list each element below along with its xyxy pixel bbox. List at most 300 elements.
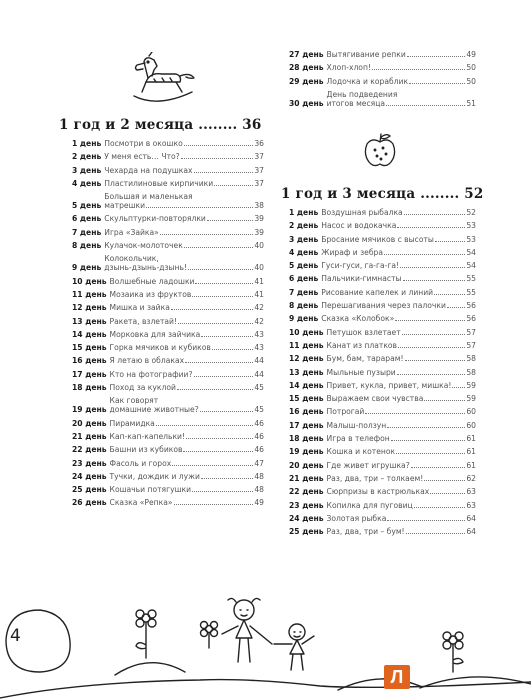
toc-entry — [72, 166, 264, 175]
toc-day-label: 29 день — [289, 76, 324, 86]
toc-page-number: 60 — [466, 420, 476, 430]
toc-day-label: 19 день — [72, 405, 107, 415]
toc-dot-leader — [171, 309, 253, 310]
toc-day-label: 3 день — [72, 165, 102, 175]
toc-title-block — [110, 432, 264, 441]
apple-icon — [363, 132, 397, 170]
toc-title-line — [110, 445, 264, 454]
toc-title: Петушок взлетает — [326, 327, 401, 337]
toc-entry — [72, 485, 264, 494]
toc-page-number: 63 — [466, 500, 476, 510]
toc-entry — [72, 228, 264, 237]
toc-dot-leader — [406, 533, 466, 534]
toc-page-number: 59 — [466, 394, 476, 404]
toc-dot-leader — [411, 467, 466, 468]
toc-entry — [289, 288, 476, 297]
toc-title-line — [321, 288, 476, 297]
toc-title-block — [327, 381, 476, 390]
toc-title-line — [327, 354, 476, 363]
toc-title: Перешагивания через палочки — [321, 301, 446, 311]
toc-page-number: 43 — [254, 343, 264, 353]
toc-title: Вытягивание репки — [326, 50, 406, 59]
toc-page-number: 46 — [254, 445, 264, 455]
toc-title-first-line: Большая и маленькая — [104, 192, 193, 202]
toc-entry — [72, 498, 264, 507]
toc-title-block — [104, 192, 264, 210]
toc-page-number: 45 — [254, 383, 264, 393]
toc-day-label: 2 день — [72, 152, 102, 162]
toc-title: Где живет игрушка? — [326, 460, 410, 470]
toc-page-number: 55 — [466, 287, 476, 297]
toc-dot-leader — [402, 334, 466, 335]
toc-page-number: 59 — [466, 380, 476, 390]
toc-day-label: 4 день — [72, 178, 102, 188]
toc-title-block — [110, 290, 264, 299]
toc-page-number: 52 — [466, 208, 476, 217]
toc-dot-leader — [192, 296, 253, 297]
toc-page-number: 54 — [466, 247, 476, 257]
toc-dot-leader — [207, 220, 253, 221]
toc-dot-leader — [387, 427, 465, 428]
toc-dot-leader — [405, 360, 466, 361]
toc-title-line — [110, 303, 264, 312]
toc-title: Пирамидка — [109, 418, 155, 428]
toc-page-number: 58 — [466, 354, 476, 364]
toc-entry — [289, 63, 476, 72]
toc-title-first-line: День подведения — [326, 89, 398, 99]
toc-day-label: 9 день — [72, 263, 102, 273]
toc-title: домашние животные? — [109, 405, 199, 415]
toc-dot-leader — [365, 413, 465, 414]
toc-title-line — [110, 383, 264, 392]
toc-entry — [289, 447, 476, 456]
toc-entry — [289, 314, 476, 323]
toc-title: Раз, два, три – толкаем! — [326, 473, 424, 483]
toc-title: Мозаика из фруктов — [109, 289, 192, 299]
toc-day-label: 17 день — [289, 420, 324, 430]
toc-entry — [289, 407, 476, 416]
toc-title-block — [327, 447, 476, 456]
toc-title-first-line: Колокольчик, — [104, 254, 159, 264]
toc-day-label: 3 день — [289, 234, 319, 244]
toc-entry — [289, 514, 476, 523]
toc-title-block — [327, 474, 476, 483]
page-number: 4 — [10, 626, 21, 646]
toc-title-block — [327, 501, 476, 510]
toc-title-line — [110, 290, 264, 299]
toc-page-number: 48 — [254, 485, 264, 495]
toc-day-label: 14 день — [289, 380, 324, 390]
toc-dot-leader — [395, 320, 465, 321]
toc-entry — [289, 501, 476, 510]
toc-title-block — [104, 179, 264, 188]
toc-entry — [72, 303, 264, 312]
toc-entry — [72, 241, 264, 250]
toc-title: Игра в телефон — [326, 434, 390, 444]
toc-dot-leader — [430, 493, 465, 494]
toc-title-block — [104, 214, 264, 223]
toc-title-line — [321, 261, 476, 270]
toc-entry — [289, 235, 476, 244]
toc-title-line — [110, 485, 264, 494]
toc-page-number: 49 — [254, 498, 264, 508]
toc-dot-leader — [400, 267, 465, 268]
toc-title-block — [110, 303, 264, 312]
toc-title: Чехарда на подушках — [104, 165, 193, 175]
toc-day-label: 12 день — [72, 303, 107, 313]
toc-title-block — [327, 50, 476, 59]
toc-title: Горка мячиков и кубиков — [109, 343, 211, 353]
toc-title: У меня есть… Что? — [104, 152, 180, 162]
toc-title-block — [327, 63, 476, 72]
toc-title-line — [110, 277, 264, 286]
toc-title-line — [104, 152, 264, 161]
toc-title-line — [321, 274, 476, 283]
section-heading-1y3m: 1 год и 3 месяца ........ 52 — [281, 186, 484, 202]
toc-title-block — [110, 472, 264, 481]
toc-entry — [289, 394, 476, 403]
toc-title-block — [327, 421, 476, 430]
toc-entry — [289, 474, 476, 483]
toc-title-line — [321, 301, 476, 310]
toc-day-label: 28 день — [289, 63, 324, 73]
toc-title: Сказка «Репка» — [109, 498, 173, 508]
toc-title-block — [327, 407, 476, 416]
toc-title-line — [327, 487, 476, 496]
toc-title: Поход за куклой — [109, 383, 176, 393]
toc-title: Морковка для зайчика — [109, 329, 201, 339]
toc-dot-leader — [183, 451, 253, 452]
toc-entry — [72, 432, 264, 441]
toc-title-line — [327, 368, 476, 377]
toc-entry — [289, 328, 476, 337]
toc-day-label: 10 день — [72, 276, 107, 286]
toc-page-number: 55 — [466, 274, 476, 284]
toc-day-label: 26 день — [72, 498, 107, 508]
toc-title-block — [321, 301, 476, 310]
toc-dot-leader — [391, 440, 466, 441]
toc-title: Жираф и зебра — [321, 247, 383, 257]
toc-title-first-line: Как говорят — [109, 396, 159, 406]
toc-title-line — [321, 314, 476, 323]
toc-page-number: 53 — [466, 234, 476, 244]
toc-page-number: 44 — [254, 369, 264, 379]
toc-title-line — [110, 405, 264, 414]
toc-day-label: 22 день — [289, 487, 324, 497]
toc-title-line — [327, 407, 476, 416]
toc-title-block — [321, 314, 476, 323]
section-heading-1y2m: 1 год и 2 месяца ........ 36 — [59, 117, 262, 133]
toc-day-label: 12 день — [289, 354, 324, 364]
toc-title-block — [104, 139, 264, 148]
toc-day-label: 15 день — [72, 343, 107, 353]
family-scene-illustration — [0, 590, 531, 700]
toc-title-block — [327, 368, 476, 377]
toc-title: Тучки, дождик и лужи — [109, 471, 200, 481]
toc-day-label: 2 день — [289, 221, 319, 231]
toc-day-label: 20 день — [72, 418, 107, 428]
toc-title-block — [110, 396, 264, 414]
toc-day-label: 25 день — [289, 527, 324, 537]
toc-page-number: 38 — [254, 201, 264, 211]
toc-page-number: 63 — [466, 487, 476, 497]
toc-page-number: 56 — [466, 301, 476, 311]
toc-title-block — [104, 166, 264, 175]
toc-list-1y3m — [289, 208, 476, 536]
toc-page-number: 64 — [466, 513, 476, 523]
toc-dot-leader — [407, 56, 466, 57]
toc-title: Гуси-гуси, га-га-га! — [321, 261, 400, 271]
toc-title: Фасоль и горох — [109, 458, 172, 468]
toc-list-1y2m — [72, 139, 264, 507]
toc-title-block — [321, 208, 476, 217]
toc-title: Лодочка и кораблик — [326, 76, 409, 86]
toc-title-block — [110, 485, 264, 494]
toc-title: матрешки — [104, 201, 146, 211]
toc-page-number: 39 — [254, 227, 264, 237]
toc-page-number: 48 — [254, 471, 264, 481]
toc-title: Кто на фотографии? — [109, 369, 193, 379]
toc-title-line — [110, 343, 264, 352]
toc-title: Пальчики-гимнасты — [321, 274, 402, 284]
toc-title-block — [321, 261, 476, 270]
toc-entry — [72, 179, 264, 188]
toc-dot-leader — [447, 307, 465, 308]
toc-dot-leader — [384, 254, 465, 255]
toc-title-block — [327, 90, 476, 108]
toc-page-number: 62 — [466, 473, 476, 483]
toc-title: Ракета, взлетай! — [109, 316, 178, 326]
toc-day-label: 6 день — [72, 214, 102, 224]
toc-title-line — [327, 447, 476, 456]
toc-title-block — [110, 459, 264, 468]
toc-day-label: 27 день — [289, 50, 324, 59]
toc-day-label: 16 день — [72, 356, 107, 366]
toc-day-label: 9 день — [289, 314, 319, 324]
toc-title: Потрогай — [326, 407, 365, 417]
toc-page-number: 41 — [254, 289, 264, 299]
toc-day-label: 24 день — [289, 513, 324, 523]
toc-page-number: 36 — [254, 139, 264, 148]
toc-entry — [72, 330, 264, 339]
toc-day-label: 18 день — [72, 383, 107, 393]
toc-title-line — [327, 77, 476, 86]
toc-title-block — [110, 343, 264, 352]
toc-dot-leader — [178, 323, 253, 324]
toc-title-block — [321, 235, 476, 244]
toc-title: Копилка для пуговиц — [326, 500, 413, 510]
toc-title-block — [110, 383, 264, 392]
toc-page-number: 61 — [466, 447, 476, 457]
toc-dot-leader — [212, 349, 253, 350]
toc-page-number: 64 — [466, 527, 476, 537]
toc-title-block — [327, 341, 476, 350]
toc-day-label: 23 день — [72, 458, 107, 468]
toc-dot-leader — [201, 336, 253, 337]
toc-title-line — [104, 166, 264, 175]
toc-title-block — [321, 288, 476, 297]
toc-day-label: 7 день — [72, 227, 102, 237]
toc-title-block — [321, 221, 476, 230]
toc-dot-leader — [397, 227, 465, 228]
rocking-horse-icon — [128, 52, 202, 108]
toc-title-line — [321, 221, 476, 230]
toc-entry — [72, 152, 264, 161]
toc-dot-leader — [184, 247, 254, 248]
toc-dot-leader — [396, 453, 465, 454]
toc-title-line — [104, 139, 264, 148]
toc-day-label: 13 день — [72, 316, 107, 326]
toc-entry — [72, 317, 264, 326]
toc-title: Скульптурки-повторялки — [104, 214, 206, 224]
toc-dot-leader — [386, 105, 465, 106]
toc-page-number: 54 — [466, 261, 476, 271]
toc-title: Игра «Зайка» — [104, 227, 159, 237]
toc-dot-leader — [194, 376, 254, 377]
toc-entry — [72, 370, 264, 379]
toc-day-label: 21 день — [289, 473, 324, 483]
toc-page-number: 43 — [254, 329, 264, 339]
toc-day-label: 10 день — [289, 327, 324, 337]
toc-title: Сказка «Колобок» — [321, 314, 395, 324]
toc-page-number: 49 — [466, 50, 476, 59]
toc-title-line — [104, 228, 264, 237]
toc-entry — [289, 208, 476, 217]
toc-title: Кошка и котенок — [326, 447, 396, 457]
toc-day-label: 5 день — [289, 261, 319, 271]
toc-title-line — [327, 341, 476, 350]
toc-title: Насос и водокачка — [321, 221, 397, 231]
toc-entry — [72, 192, 264, 210]
toc-title-line — [327, 527, 476, 536]
toc-entry — [289, 527, 476, 536]
toc-title: Привет, кукла, привет, мишка! — [326, 380, 452, 390]
toc-title-block — [327, 77, 476, 86]
toc-list-1y2m-continued — [289, 50, 476, 108]
toc-entry — [72, 419, 264, 428]
toc-entry — [289, 77, 476, 86]
toc-page-number: 61 — [466, 460, 476, 470]
toc-dot-leader — [156, 425, 254, 426]
toc-title-line — [110, 317, 264, 326]
toc-entry — [289, 368, 476, 377]
toc-page-number: 47 — [254, 458, 264, 468]
toc-dot-leader — [200, 411, 254, 412]
toc-dot-leader — [409, 83, 465, 84]
toc-dot-leader — [414, 507, 466, 508]
toc-entry — [289, 90, 476, 108]
toc-title-block — [321, 248, 476, 257]
toc-dot-leader — [146, 207, 253, 208]
toc-title-block — [327, 328, 476, 337]
toc-title: дзынь-дзынь-дзынь! — [104, 263, 187, 273]
toc-title-line — [327, 501, 476, 510]
toc-dot-leader — [172, 465, 253, 466]
toc-title-block — [110, 277, 264, 286]
toc-dot-leader — [435, 241, 465, 242]
toc-dot-leader — [452, 387, 465, 388]
toc-day-label: 6 день — [289, 274, 319, 284]
toc-entry — [289, 434, 476, 443]
toc-page-number: 50 — [466, 76, 476, 86]
toc-entry — [72, 383, 264, 392]
toc-page-number: 57 — [466, 340, 476, 350]
toc-entry — [289, 50, 476, 59]
toc-day-label: 7 день — [289, 287, 319, 297]
toc-entry — [289, 341, 476, 350]
toc-day-label: 16 день — [289, 407, 324, 417]
toc-entry — [289, 381, 476, 390]
toc-title: Канат из платков — [326, 340, 398, 350]
toc-dot-leader — [186, 438, 253, 439]
toc-day-label: 21 день — [72, 431, 107, 441]
toc-page-number: 40 — [254, 263, 264, 273]
toc-title: итогов месяца — [326, 98, 386, 108]
toc-page-number: 37 — [254, 152, 264, 162]
toc-title: Кулачок-молоточек — [104, 241, 183, 251]
toc-title: Кошачьи потягушки — [109, 485, 192, 495]
toc-title-line — [104, 179, 264, 188]
toc-dot-leader — [194, 172, 254, 173]
toc-title-block — [110, 445, 264, 454]
toc-title-line — [321, 235, 476, 244]
toc-title-block — [110, 370, 264, 379]
toc-title-line — [104, 263, 264, 272]
toc-dot-leader — [372, 69, 465, 70]
toc-title-line — [110, 370, 264, 379]
toc-title: Мишка и зайка — [109, 303, 170, 313]
toc-dot-leader — [195, 283, 253, 284]
toc-day-label: 8 день — [289, 301, 319, 311]
toc-dot-leader — [181, 158, 254, 159]
toc-entry — [72, 254, 264, 272]
toc-dot-leader — [177, 389, 253, 390]
toc-title: Воздушная рыбалка — [321, 208, 403, 217]
toc-day-label: 11 день — [289, 340, 324, 350]
toc-title-line — [327, 99, 476, 108]
toc-page-number: 50 — [466, 63, 476, 73]
toc-title-block — [110, 330, 264, 339]
toc-title-line — [327, 63, 476, 72]
toc-day-label: 19 день — [289, 447, 324, 457]
toc-right-section — [281, 186, 484, 540]
toc-page-number: 45 — [254, 405, 264, 415]
toc-day-label: 13 день — [289, 367, 324, 377]
toc-page-number: 41 — [254, 276, 264, 286]
toc-day-label: 8 день — [72, 241, 102, 251]
toc-day-label: 1 день — [72, 139, 102, 148]
toc-dot-leader — [424, 400, 465, 401]
toc-page-number: 40 — [254, 241, 264, 251]
toc-title-line — [110, 432, 264, 441]
toc-day-label: 11 день — [72, 289, 107, 299]
toc-title-block — [104, 152, 264, 161]
toc-entry — [289, 301, 476, 310]
toc-title-block — [110, 498, 264, 507]
toc-entry — [289, 261, 476, 270]
toc-title: Бум, бам, тарарам! — [326, 354, 404, 364]
toc-title-line — [327, 434, 476, 443]
toc-page-number: 42 — [254, 316, 264, 326]
toc-page-number: 51 — [466, 98, 476, 108]
toc-title: Бросание мячиков с высоты — [321, 234, 434, 244]
toc-title-line — [327, 514, 476, 523]
toc-day-label: 4 день — [289, 247, 319, 257]
toc-dot-leader — [201, 478, 253, 479]
toc-title-block — [327, 514, 476, 523]
toc-page-number: 37 — [254, 178, 264, 188]
toc-title: Раз, два, три – бум! — [326, 527, 405, 537]
